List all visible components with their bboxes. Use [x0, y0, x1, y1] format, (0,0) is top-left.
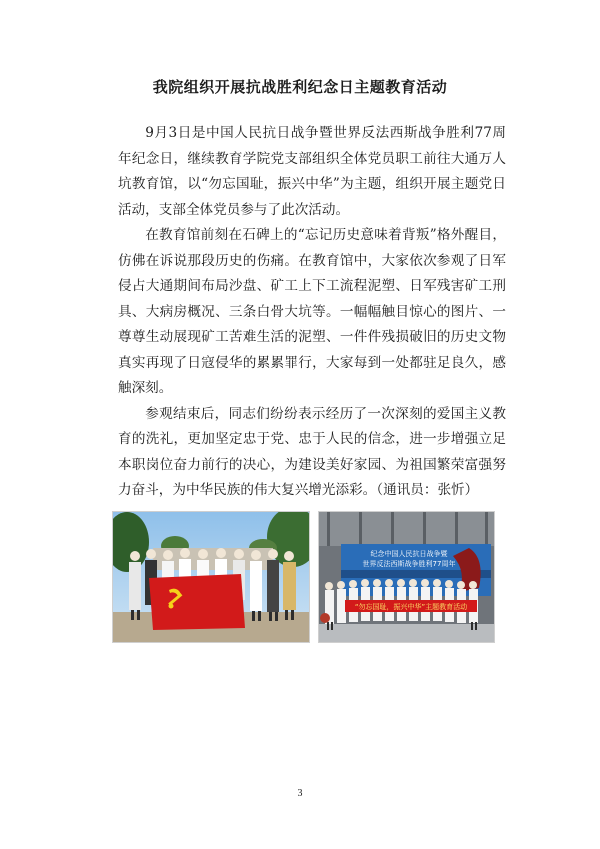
page-title: 我院组织开展抗战胜利纪念日主题教育活动 [152, 78, 448, 96]
red-banner-text: “勿忘国耻，振兴中华”主题教育活动 [354, 603, 468, 611]
page-number: 3 [297, 788, 303, 799]
group-photo-with-flag [112, 511, 310, 643]
group-photo-with-banner [318, 511, 495, 643]
banner-line-1: 纪念中国人民抗日战争暨 [370, 550, 448, 558]
paragraph-1: 9月3日是中国人民抗日战争暨世界反法西斯战争胜利77周年纪念日，继续教育学院党支部组织全体党员职工前往大通万人坑教育馆，以“勿忘国耻，振兴中华”为主题，组织开展主题党日活动，支部全体党员参与了此次活动。 [118, 125, 506, 218]
article-body [118, 121, 506, 504]
paragraph-3: 参观结束后，同志们纷纷表示经历了一次深刻的爱国主义教育的洗礼，更加坚定忠于党、忠于人民的信念，进一步增强立足本职岗位奋力前行的决心，为建设美好家园、为祖国繁荣富强努力奋斗，为中华民族的伟大复兴增光添彩。（通讯员：张忻） [118, 405, 506, 498]
banner-line-2: 世界反法西斯战争胜利77周年 [362, 560, 456, 568]
paragraph-2: 在教育馆前刻在石碑上的“忘记历史意味着背叛”格外醒目，仿佛在诉说那段历史的伤痛。在教育馆中，大家依次参观了日军侵占大通期间布局沙盘、矿工上下工流程泥塑、日军残害矿工刑具、大病房概况、三条白骨大坑等。一幅幅触目惊心的图片、一尊尊生动展现矿工苦难生活的泥塑、一件件残损破旧的历史文物真实再现了日寇侵华的累累罪行，大家每到一处都驻足良久，感触深刻。 [118, 227, 506, 396]
